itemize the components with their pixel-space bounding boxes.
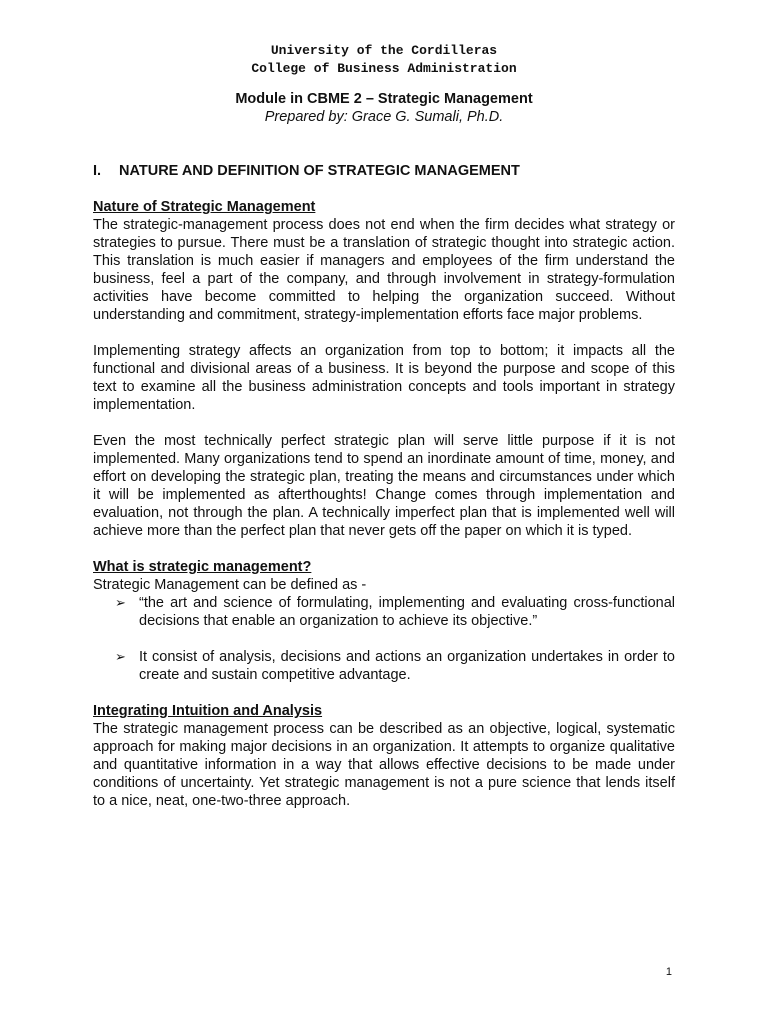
definition-heading: What is strategic management? xyxy=(93,559,312,575)
nature-heading: Nature of Strategic Management xyxy=(93,199,316,215)
arrow-bullet-icon: ➢ xyxy=(115,595,126,610)
college-name: College of Business Administration xyxy=(251,61,517,76)
nature-paragraph-1: The strategic-management process does not end when the firm decides what strategy or strategies to pursue. There must be a translation of strategic thought into strategic action. This translation is much easier if managers and employees of the firm understand the business, feel a part of the company, and through involvement in strategy-formulation activities have become committed to helping the organization succeed. Without understanding and commitment, strategy-implementation efforts face major problems. xyxy=(93,217,675,323)
nature-paragraph-3: Even the most technically perfect strategic plan will serve little purpose if it is not implemented. Many organizations tend to spend an inordinate amount of time, money, and effort on developing the strategic plan, treating the means and circumstances under which it will be implemented as afterthoughts! Change comes through implementation and evaluation, not through the plan. A technically imperfect plan that is implemented well will achieve more than the perfect plan that never gets off the paper on which it is typed. xyxy=(93,433,675,539)
section-title: NATURE AND DEFINITION OF STRATEGIC MANAGEMENT xyxy=(119,163,520,179)
arrow-bullet-icon: ➢ xyxy=(115,649,126,664)
list-item-text: It consist of analysis, decisions and actions an organization undertakes in order to create and sustain competitive advantage. xyxy=(139,649,675,683)
list-item-text: “the art and science of formulating, implementing and evaluating cross-functional decisions that enable an organization to achieve its objective.” xyxy=(139,595,675,629)
nature-paragraph-2: Implementing strategy affects an organization from top to bottom; it impacts all the functional and divisional areas of a business. It is beyond the purpose and scope of this text to examine all the business administration concepts and tools important in strategy implementation. xyxy=(93,343,675,413)
list-item xyxy=(93,648,675,684)
list-item xyxy=(93,594,675,630)
integrating-heading: Integrating Intuition and Analysis xyxy=(93,703,323,719)
section-number: I. xyxy=(93,163,102,179)
section-heading xyxy=(93,162,675,180)
module-title: Module in CBME 2 – Strategic Management xyxy=(235,91,533,107)
definition-intro: Strategic Management can be defined as - xyxy=(93,577,367,593)
page-number: 1 xyxy=(665,966,672,978)
university-name: University of the Cordilleras xyxy=(270,43,498,58)
definition-list xyxy=(93,594,675,684)
prepared-by: Prepared by: Grace G. Sumali, Ph.D. xyxy=(264,109,504,125)
document-body xyxy=(93,162,675,828)
integrating-paragraph: The strategic management process can be described as an objective, logical, systematic approach for making major decisions in an organization. It attempts to organize qualitative and quantitative information in a way that allows effective decisions to be made under conditions of uncertainty. Yet strategic management is not a pure science that lends itself to a nice, neat, one-two-three approach. xyxy=(93,721,675,809)
